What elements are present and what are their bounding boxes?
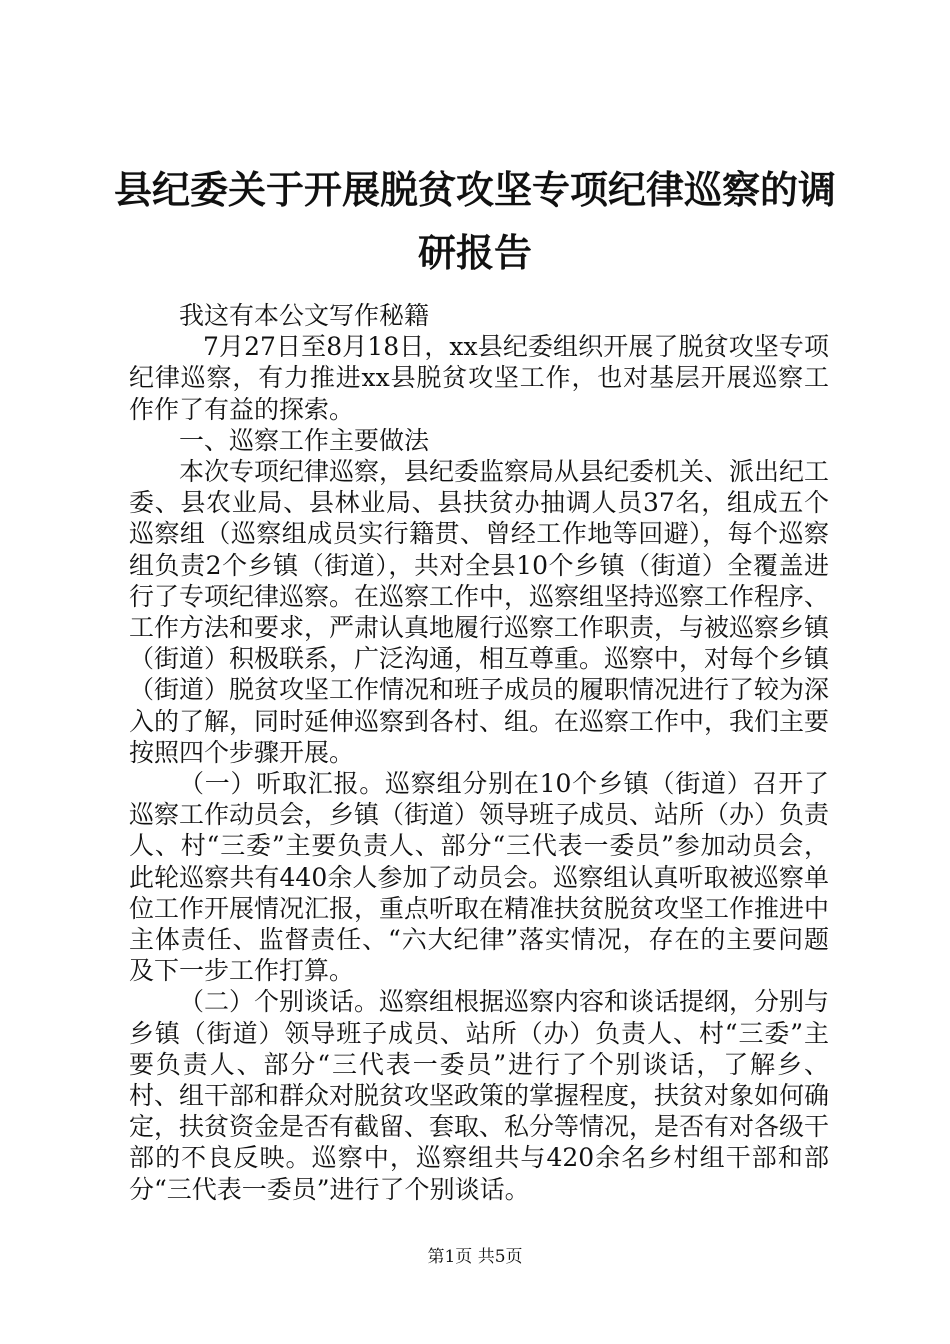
- body-paragraph: 本次专项纪律巡察，县纪委监察局从县纪委机关、派出纪工委、县农业局、县林业局、县扶贫办抽调人员37名，组成五个巡察组（巡察组成员实行籍贯、曾经工作地等回避），每个巡察组负责2个乡镇（街道），共对全县10个乡镇（街道）全覆盖进行了专项纪律巡察。在巡察工作中，巡察组坚持巡察工作程序、工作方法和要求，严肃认真地履行巡察工作职责，与被巡察乡镇（街道）积极联系，广泛沟通，相互尊重。巡察中，对每个乡镇（街道）脱贫攻坚工作情况和班子成员的履职情况进行了较为深入的了解，同时延伸巡察到各村、组。在巡察工作中，我们主要按照四个步骤开展。: [129, 457, 830, 767]
- body-paragraph: 7月27日至8月18日，xx县纪委组织开展了脱贫攻坚专项纪律巡察，有力推进xx县脱贫攻坚工作，也对基层开展巡察工作作了有益的探索。: [129, 332, 829, 424]
- document-title: 县纪委关于开展脱贫攻坚专项纪律巡察的调研报告: [113, 167, 836, 275]
- body-paragraph: （二）个别谈话。巡察组根据巡察内容和谈话提纲，分别与乡镇（街道）领导班子成员、站所（办）负责人、村“三委”主要负责人、部分“三代表一委员”进行了个别谈话，了解乡、村、组干部和群众对脱贫攻坚政策的掌握程度，扶贫对象如何确定，扶贫资金是否有截留、套取、私分等情况，是否有对各级干部的不良反映。巡察中，巡察组共与420余名乡村组干部和部分“三代表一委员”进行了个别谈话。: [129, 987, 830, 1204]
- page-footer: 第1页 共5页: [427, 1247, 523, 1267]
- intro-paragraph: 我这有本公文写作秘籍: [179, 301, 430, 330]
- body-paragraph: （一）听取汇报。巡察组分别在10个乡镇（街道）召开了巡察工作动员会，乡镇（街道）领导班子成员、站所（办）负责人、村“三委”主要负责人、部分“三代表一委员”参加动员会，此轮巡察共有440余人参加了动员会。巡察组认真听取被巡察单位工作开展情况汇报，重点听取在精准扶贫脱贫攻坚工作推进中主体责任、监督责任、“六大纪律”落实情况，存在的主要问题及下一步工作打算。: [129, 769, 830, 986]
- document-body: [129, 300, 829, 1205]
- section-heading: 一、巡察工作主要做法: [179, 425, 430, 455]
